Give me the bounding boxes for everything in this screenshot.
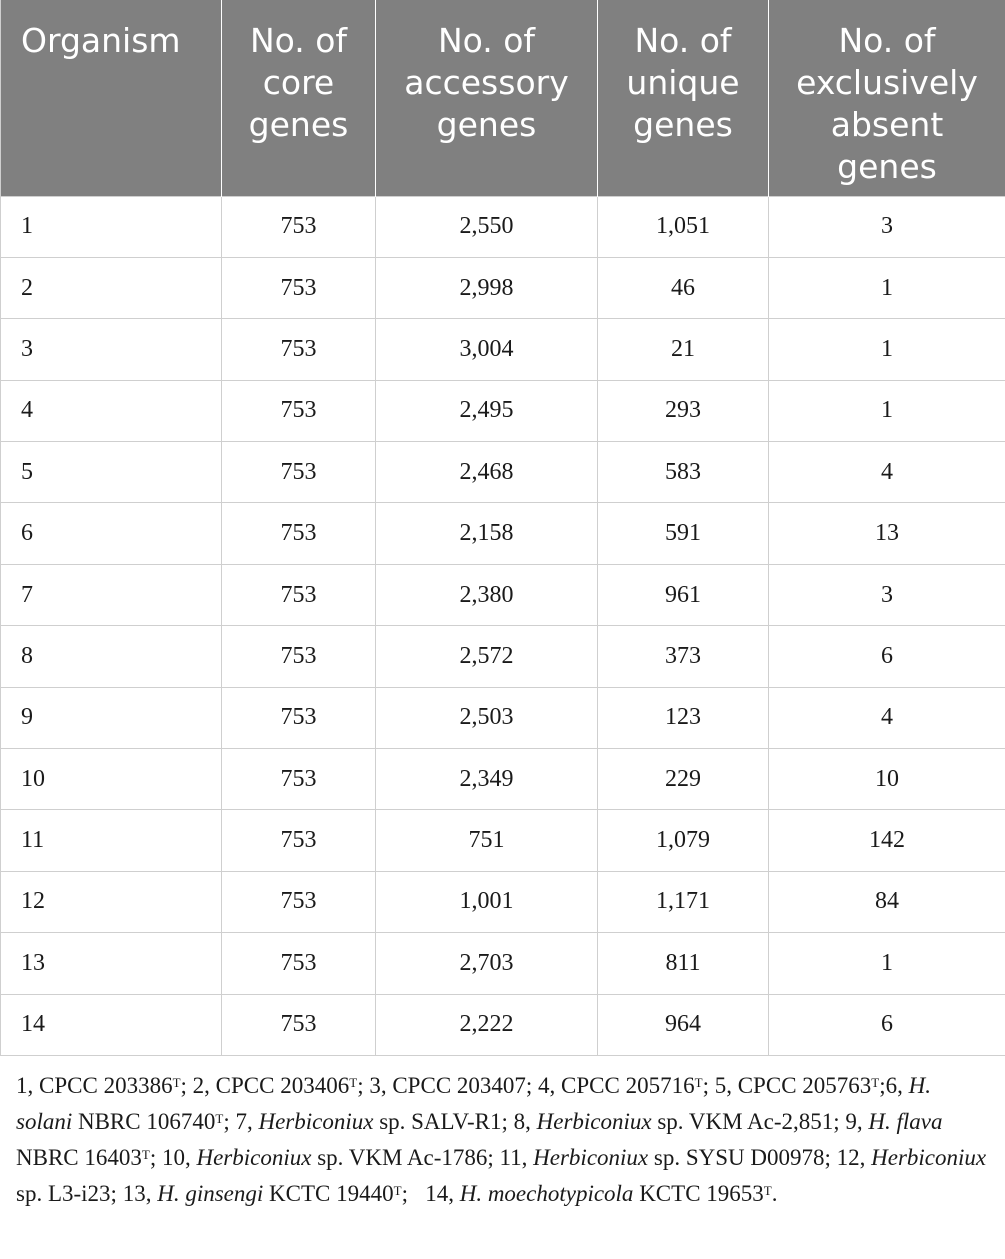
column-header-line: No. of <box>249 21 348 60</box>
gene-count-cell: 753 <box>222 810 376 871</box>
gene-count-cell: 753 <box>222 871 376 932</box>
table-row <box>1 994 1005 1055</box>
gene-count-cell: 753 <box>222 503 376 564</box>
footnote-segment: NBRC 16403 <box>16 1145 142 1170</box>
column-header-line: genes <box>633 105 733 144</box>
gene-count-cell: 753 <box>222 319 376 380</box>
gene-count-cell: 1,051 <box>598 196 769 257</box>
gene-count-cell: 2,703 <box>376 933 598 994</box>
gene-count-cell: 2,503 <box>376 687 598 748</box>
column-header-line: accessory <box>404 63 569 102</box>
table-row <box>1 871 1005 932</box>
gene-count-cell: 2,158 <box>376 503 598 564</box>
organism-cell: 6 <box>1 503 222 564</box>
footnote-segment: sp. SYSU D00978; 12, <box>648 1145 872 1170</box>
table-row <box>1 687 1005 748</box>
gene-count-cell: 591 <box>598 503 769 564</box>
gene-count-cell: 3 <box>769 196 1005 257</box>
organism-cell: 5 <box>1 442 222 503</box>
footnote-segment: ; 7, <box>223 1109 259 1134</box>
table-row <box>1 319 1005 380</box>
gene-count-cell: 753 <box>222 749 376 810</box>
gene-count-cell: 753 <box>222 994 376 1055</box>
gene-count-cell: 1,001 <box>376 871 598 932</box>
table-row <box>1 380 1005 441</box>
gene-count-cell: 753 <box>222 626 376 687</box>
footnote-segment: sp. SALV-R1; 8, <box>373 1109 537 1134</box>
gene-count-cell: 123 <box>598 687 769 748</box>
table-body <box>1 196 1005 1055</box>
footnote-segment: sp. L3-i23; 13, <box>16 1181 158 1206</box>
gene-count-cell: 3 <box>769 564 1005 625</box>
gene-count-cell: 2,550 <box>376 196 598 257</box>
gene-count-cell: 229 <box>598 749 769 810</box>
organism-cell: 9 <box>1 687 222 748</box>
footnote-segment: 1, CPCC 203386 <box>16 1073 173 1098</box>
footnote-segment: ; 5, CPCC 205763 <box>702 1073 872 1098</box>
gene-count-cell: 2,222 <box>376 994 598 1055</box>
footnote-segment: Herbiconiux <box>536 1109 652 1134</box>
organism-cell: 1 <box>1 196 222 257</box>
gene-count-cell: 13 <box>769 503 1005 564</box>
column-header <box>598 0 769 196</box>
column-header-line: genes <box>248 105 349 144</box>
table-row <box>1 810 1005 871</box>
table-row <box>1 196 1005 257</box>
gene-count-cell: 3,004 <box>376 319 598 380</box>
footnote-segment: T <box>393 1183 402 1198</box>
table-row <box>1 257 1005 318</box>
gene-count-cell: 753 <box>222 687 376 748</box>
gene-count-cell: 2,349 <box>376 749 598 810</box>
gene-count-cell: 84 <box>769 871 1005 932</box>
gene-count-cell: 1,079 <box>598 810 769 871</box>
organism-cell: 10 <box>1 749 222 810</box>
footnote-segment: H. moechotypicola <box>459 1181 634 1206</box>
table-row <box>1 564 1005 625</box>
column-header <box>376 0 598 196</box>
gene-count-cell: 4 <box>769 442 1005 503</box>
organism-cell: 13 <box>1 933 222 994</box>
footnote-segment: T <box>349 1075 358 1090</box>
table-row <box>1 626 1005 687</box>
footnote-segment: Herbiconiux <box>871 1145 987 1170</box>
footnote-segment: T <box>215 1111 224 1126</box>
organism-cell: 4 <box>1 380 222 441</box>
gene-count-cell: 1 <box>769 933 1005 994</box>
table-row <box>1 749 1005 810</box>
table-row <box>1 503 1005 564</box>
footnote-segment: T <box>763 1183 772 1198</box>
gene-count-cell: 6 <box>769 994 1005 1055</box>
footnote-segment: NBRC 106740 <box>72 1109 216 1134</box>
header-row <box>1 0 1005 196</box>
footnote-segment: Herbiconiux <box>533 1145 649 1170</box>
gene-count-cell: 2,468 <box>376 442 598 503</box>
column-header-line: No. of <box>634 21 732 60</box>
footnote-segment: H. flava <box>868 1109 943 1134</box>
column-header-line: Organism <box>21 21 181 60</box>
footnote-segment: Herbiconiux <box>258 1109 374 1134</box>
column-header-line: exclusively <box>796 63 978 102</box>
gene-count-cell: 142 <box>769 810 1005 871</box>
column-header-line: core <box>262 63 335 102</box>
organism-cell: 14 <box>1 994 222 1055</box>
gene-count-cell: 811 <box>598 933 769 994</box>
organism-cell: 8 <box>1 626 222 687</box>
table-row <box>1 442 1005 503</box>
table-row <box>1 933 1005 994</box>
footnote-segment: sp. VKM Ac-2,851; 9, <box>651 1109 869 1134</box>
gene-count-cell: 753 <box>222 933 376 994</box>
footnote-segment: KCTC 19653 <box>633 1181 764 1206</box>
gene-count-cell: 46 <box>598 257 769 318</box>
gene-count-cell: 4 <box>769 687 1005 748</box>
gene-count-cell: 753 <box>222 564 376 625</box>
organism-cell: 7 <box>1 564 222 625</box>
column-header-line: unique <box>626 63 740 102</box>
gene-count-cell: 2,572 <box>376 626 598 687</box>
column-header-line: No. of <box>838 21 936 60</box>
gene-count-cell: 10 <box>769 749 1005 810</box>
gene-count-cell: 753 <box>222 257 376 318</box>
gene-count-cell: 753 <box>222 196 376 257</box>
footnote-segment: ; 14, <box>401 1181 460 1206</box>
organism-cell: 3 <box>1 319 222 380</box>
column-header-line: absent <box>830 105 944 144</box>
footnote-segment: ;6, <box>879 1073 909 1098</box>
column-header-line: genes <box>436 105 537 144</box>
column-header-line: No. of <box>437 21 536 60</box>
gene-count-cell: 2,495 <box>376 380 598 441</box>
gene-count-cell: 961 <box>598 564 769 625</box>
gene-count-cell: 964 <box>598 994 769 1055</box>
column-header <box>1 0 222 196</box>
footnote-segment: ; 3, CPCC 203407; 4, CPCC 205716 <box>357 1073 695 1098</box>
organism-cell: 11 <box>1 810 222 871</box>
gene-count-cell: 2,998 <box>376 257 598 318</box>
table-footnote <box>16 1068 991 1212</box>
gene-count-cell: 751 <box>376 810 598 871</box>
gene-count-cell: 6 <box>769 626 1005 687</box>
gene-count-cell: 583 <box>598 442 769 503</box>
footnote-segment: T <box>141 1147 150 1162</box>
footnote-segment: ; 10, <box>149 1145 197 1170</box>
gene-count-cell: 373 <box>598 626 769 687</box>
gene-count-cell: 1,171 <box>598 871 769 932</box>
gene-count-cell: 753 <box>222 380 376 441</box>
footnote-segment: T <box>694 1075 703 1090</box>
footnote-segment: H. solani <box>16 1073 932 1134</box>
gene-count-cell: 1 <box>769 380 1005 441</box>
footnote-segment: T <box>172 1075 181 1090</box>
gene-count-cell: 293 <box>598 380 769 441</box>
footnote-segment: . <box>771 1181 778 1206</box>
column-header <box>769 0 1005 196</box>
footnote-segment: T <box>871 1075 880 1090</box>
footnote-segment: sp. VKM Ac-1786; 11, <box>311 1145 534 1170</box>
footnote-segment: KCTC 19440 <box>263 1181 394 1206</box>
footnote-segment: Herbiconiux <box>196 1145 312 1170</box>
column-header <box>222 0 376 196</box>
footnote-segment: ; 2, CPCC 203406 <box>180 1073 350 1098</box>
column-header-line: genes <box>837 147 937 186</box>
gene-count-cell: 1 <box>769 319 1005 380</box>
gene-count-cell: 1 <box>769 257 1005 318</box>
organism-cell: 2 <box>1 257 222 318</box>
gene-count-cell: 2,380 <box>376 564 598 625</box>
footnote-segment: H. ginsengi <box>157 1181 264 1206</box>
organism-cell: 12 <box>1 871 222 932</box>
gene-count-cell: 21 <box>598 319 769 380</box>
gene-count-cell: 753 <box>222 442 376 503</box>
